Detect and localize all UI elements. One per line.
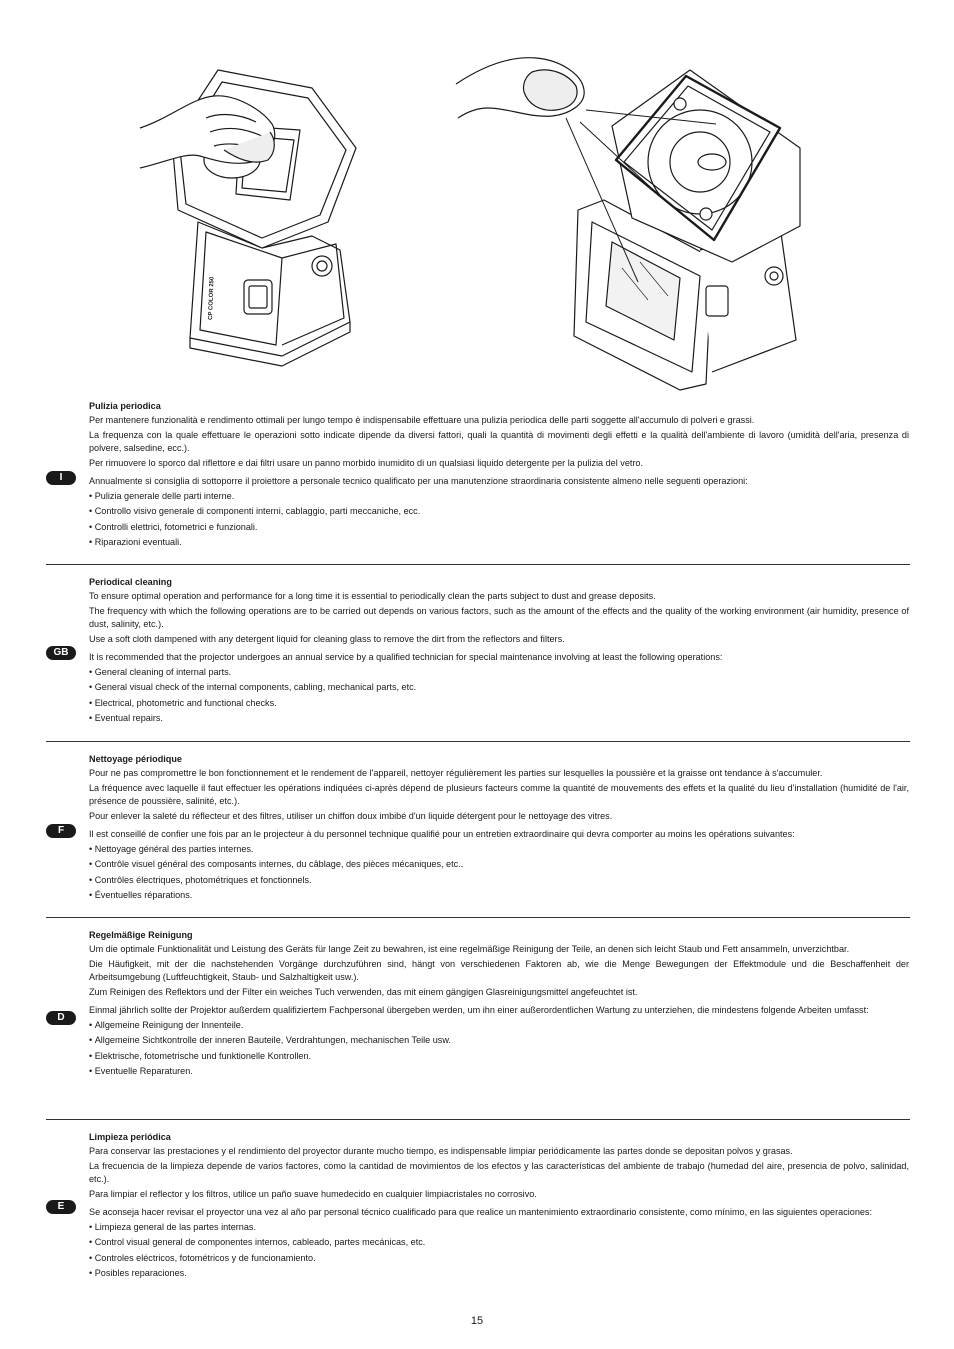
operations-list	[89, 490, 909, 548]
list-item: • Nettoyage général des parties internes.	[89, 843, 909, 855]
paragraph: Per mantenere funzionalità e rendimento ottimali per lungo tempo è indispensabile effettuare una pulizia periodica delle parti soggette all'accumulo di polveri e grassi.	[89, 415, 755, 426]
list-item: • General visual check of the internal components, cabling, mechanical parts, etc.	[89, 681, 909, 693]
paragraph: La fréquence avec laquelle il faut effectuer les opérations indiquées ci-après dépend de plusieurs facteurs comme la quantité de mouvements des effets et la qualité du lieu d'installation (humidité de l'air, présence de poussière, salinité, etc.).	[89, 783, 909, 806]
paragraph: Zum Reinigen des Reflektors und der Filter ein weiches Tuch verwenden, das mit einem gängigen Glasreinigungsmittel angefeuchtet ist.	[89, 986, 638, 997]
section-heading: Regelmäßige Reinigung	[89, 930, 193, 940]
list-item: • Allgemeine Sichtkontrolle der inneren Bauteile, Verdrahtungen, mechanischen Teile usw.	[89, 1034, 909, 1046]
list-item: • Riparazioni eventuali.	[89, 536, 909, 548]
list-item: • Controlli elettrici, fotometrici e funzionali.	[89, 521, 909, 533]
paragraph: Um die optimale Funktionalität und Leistung des Geräts für lange Zeit zu bewahren, ist eine regelmäßige Reinigung der Teile, an denen sich leicht Staub und Fett ansammeln, unverzichtbar.	[89, 944, 850, 955]
paragraph: Se aconseja hacer revisar el proyector una vez al año par personal técnico cualificado para que realice un mantenimiento extraordinario consistente, como mínimo, en las siguientes operaciones:	[89, 1207, 873, 1218]
list-item: • Contrôles électriques, photométriques et fonctionnels.	[89, 874, 909, 886]
paragraph: Para conservar las prestaciones y el rendimiento del proyector durante mucho tiempo, es indispensable limpiar periódicamente las partes donde se depositan polvos y grasas.	[89, 1146, 793, 1157]
list-item: • Éventuelles réparations.	[89, 889, 909, 901]
projector-cleaning-illustration	[140, 70, 356, 366]
list-item: • Controles eléctricos, fotométricos y de funcionamiento.	[89, 1252, 909, 1264]
page-number: 15	[470, 1315, 484, 1327]
language-badge: D	[46, 1011, 76, 1025]
paragraph: Pour ne pas compromettre le bon fonctionnement et le rendement de l'appareil, nettoyer régulièrement les parties sur lesquelles la poussière et la graisse ont tendance à s'accumuler.	[89, 768, 823, 779]
paragraph: Die Häufigkeit, mit der die nachstehenden Vorgänge durchzuführen sind, hängt von verschiedenen Faktoren ab, wie die Menge Bewegungen der Effektmodule und die Beschaffenheit der Arbeitsumgebung (Luftfeuchtigkeit, Staub- und Salzhaltigkeit usw.).	[89, 959, 909, 982]
language-badge: E	[46, 1200, 76, 1214]
list-item: • Elektrische, fotometrische und funktionelle Kontrollen.	[89, 1050, 909, 1062]
language-badge: GB	[46, 646, 76, 660]
section-divider	[46, 564, 910, 565]
language-badge: F	[46, 824, 76, 838]
section-heading: Nettoyage périodique	[89, 754, 182, 764]
paragraph: La frequenza con la quale effettuare le operazioni sotto indicate dipende da diversi fattori, quali la quantità di movimenti degli effetti e la qualità dell'ambiente di lavoro (umidità dell'aria, presenza di polvere, salsedine, ecc.).	[89, 430, 909, 453]
paragraph: The frequency with which the following operations are to be carried out depends on various factors, such as the amount of the effects and the quality of the working environment (air humidity, presence of dust, salinity, etc.).	[89, 606, 909, 629]
list-item: • Controllo visivo generale di componenti interni, cablaggio, parti meccaniche, ecc.	[89, 505, 909, 517]
paragraph: Para limpiar el reflector y los filtros, utilice un paño suave humedecido en cualquier limpiacristales no corrosivo.	[89, 1188, 537, 1199]
section-divider	[46, 1119, 910, 1120]
list-item: • Eventual repairs.	[89, 712, 909, 724]
paragraph: It is recommended that the projector undergoes an annual service by a qualified technician for special maintenance involving at least the following operations:	[89, 652, 723, 663]
list-item: • Allgemeine Reinigung der Innenteile.	[89, 1019, 909, 1031]
section-heading: Limpieza periódica	[89, 1132, 171, 1142]
list-item: • Control visual general de componentes internos, cableado, partes mecánicas, etc.	[89, 1236, 909, 1248]
language-badge: I	[46, 471, 76, 485]
operations-list	[89, 1221, 909, 1279]
device-label: CP COLOR 250	[208, 276, 216, 321]
list-item: • Eventuelle Reparaturen.	[89, 1065, 909, 1077]
operations-list	[89, 666, 909, 724]
operations-list	[89, 1019, 909, 1077]
list-item: • Contrôle visuel général des composants internes, du câblage, des pièces mécaniques, etc..	[89, 858, 909, 870]
paragraph: Pour enlever la saleté du réflecteur et des filtres, utiliser un chiffon doux imbibé d'un liquide détergent pour le nettoyage des vitres.	[89, 810, 613, 821]
operations-list	[89, 843, 909, 901]
paragraph: To ensure optimal operation and performance for a long time it is essential to periodically clean the parts subject to dust and grease deposits.	[89, 591, 656, 602]
list-item: • General cleaning of internal parts.	[89, 666, 909, 678]
maintenance-illustrations	[0, 0, 954, 392]
section-divider	[46, 741, 910, 742]
section-heading: Periodical cleaning	[89, 577, 172, 587]
section-divider	[46, 917, 910, 918]
paragraph: Einmal jährlich sollte der Projektor außerdem qualifiziertem Fachpersonal übergeben werden, um ihn einer außerordentlichen Wartung zu unterziehen, die mindestens folgende Arbeiten umfasst:	[89, 1005, 869, 1016]
paragraph: Use a soft cloth dampened with any detergent liquid for cleaning glass to remove the dirt from the reflectors and filters.	[89, 633, 565, 644]
list-item: • Posibles reparaciones.	[89, 1267, 909, 1279]
paragraph: Il est conseillé de confier une fois par an le projecteur à du personnel technique qualifié pour un entretien extraordinaire qui devra comporter au moins les opérations suivantes:	[89, 829, 795, 840]
paragraph: Per rimuovere lo sporco dal riflettore e dai filtri usare un panno morbido inumidito di un qualsiasi liquido detergente per la pulizia del vetro.	[89, 457, 644, 468]
reflector-cleaning-illustration	[456, 58, 800, 390]
section-heading: Pulizia periodica	[89, 401, 161, 411]
paragraph: La frecuencia de la limpieza depende de varios factores, como la cantidad de movimientos de los efectos y las características del ambiente de trabajo (humedad del aire, presencia de polvo, salinidad, etc.).	[89, 1161, 909, 1184]
paragraph: Annualmente si consiglia di sottoporre il proiettore a personale tecnico qualificato per una manutenzione straordinaria consistente almeno nelle seguenti operazioni:	[89, 476, 748, 487]
list-item: • Limpieza general de las partes internas.	[89, 1221, 909, 1233]
list-item: • Pulizia generale delle parti interne.	[89, 490, 909, 502]
list-item: • Electrical, photometric and functional checks.	[89, 697, 909, 709]
